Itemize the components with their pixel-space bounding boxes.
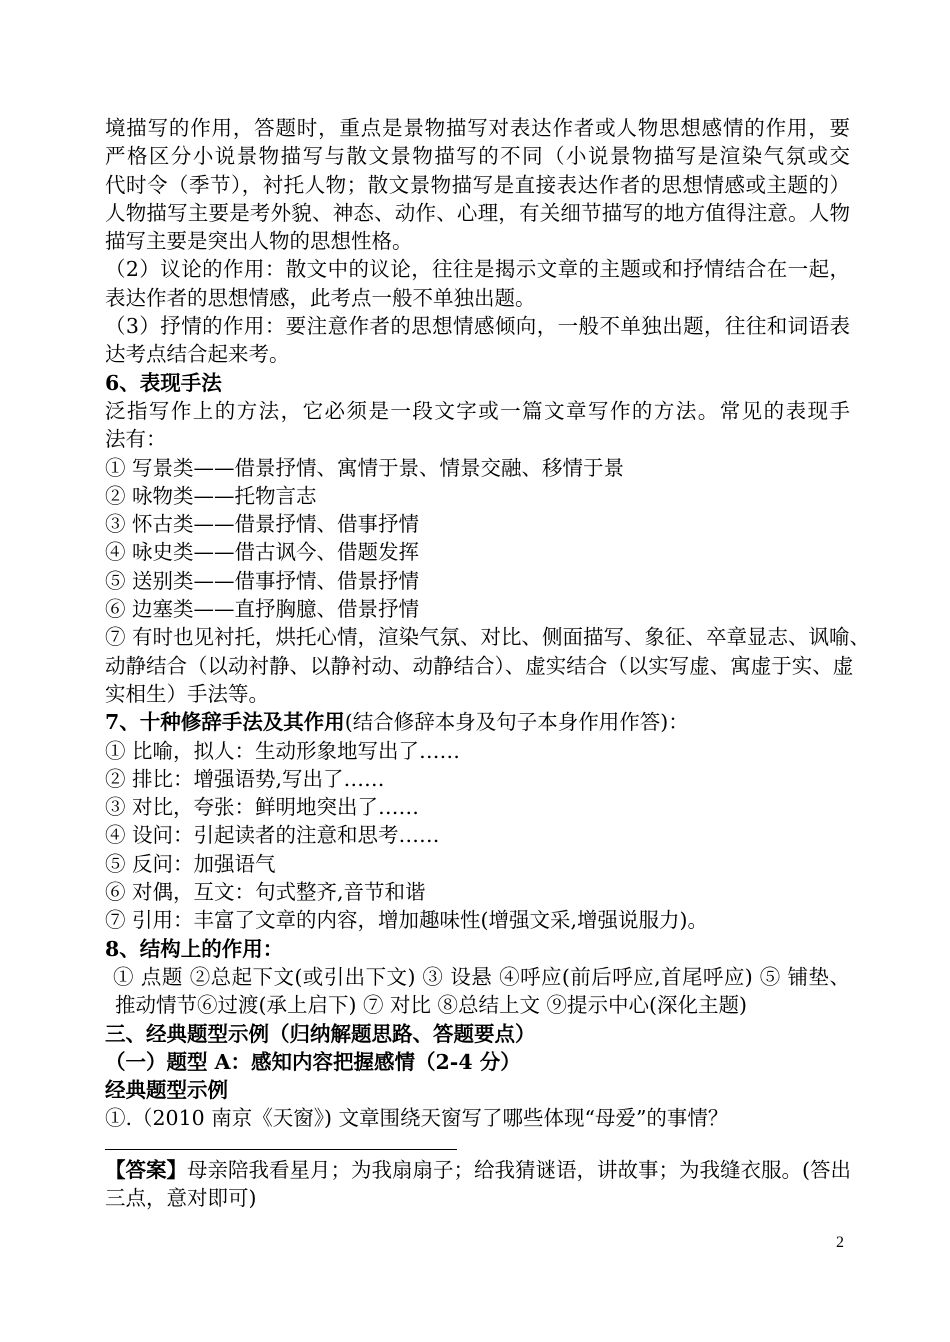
footnote-divider bbox=[105, 1149, 457, 1150]
section-heading-7 bbox=[105, 708, 850, 736]
list-item: ⑥ 边塞类——直抒胸臆、借景抒情 bbox=[105, 597, 420, 622]
section-heading-6: 6、表现手法 bbox=[105, 370, 222, 395]
paragraph-line: 泛指写作上的方法，它必须是一段文字或一篇文章写作的方法。常见的表现手 bbox=[105, 398, 850, 423]
list-item: ⑦ 引用：丰富了文章的内容，增加趣味性(增强文采,增强说服力)。 bbox=[105, 908, 709, 933]
subsection-heading: （一）题型 A：感知内容把握感情（2-4 分） bbox=[105, 1049, 521, 1074]
document-page bbox=[105, 114, 871, 1212]
chapter-heading: 三、经典题型示例（归纳解题思路、答题要点） bbox=[105, 1021, 536, 1046]
list-item: ② 排比：增强语势,写出了…… bbox=[105, 766, 385, 791]
paragraph-line: ① 点题 ②总起下文(或引出下文) ③ 设悬 ④呼应(前后呼应,首尾呼应) ⑤ 铺垫、 bbox=[113, 964, 850, 989]
page-number: 2 bbox=[836, 1234, 844, 1251]
list-item: ① 写景类——借景抒情、寓情于景、情景交融、移情于景 bbox=[105, 455, 625, 480]
paragraph-line: 代时令（季节），衬托人物；散文景物描写是直接表达作者的思想情感或主题的） bbox=[105, 172, 850, 197]
question-line: ①.（2010 南京《天窗》) 文章围绕天窗写了哪些体现“母爱”的事情？ bbox=[105, 1106, 729, 1131]
list-item: ④ 咏史类——借古讽今、借题发挥 bbox=[105, 540, 420, 565]
list-item: ⑥ 对偶，互文：句式整齐,音节和谐 bbox=[105, 880, 426, 905]
paragraph-line: 表达作者的思想情感，此考点一般不单独出题。 bbox=[105, 285, 536, 310]
answer-line: 三点，意对即可) bbox=[105, 1185, 257, 1210]
paragraph-line: 实相生）手法等。 bbox=[105, 681, 269, 706]
list-item: ⑤ 送别类——借事抒情、借景抒情 bbox=[105, 568, 420, 593]
answer-line bbox=[105, 1156, 850, 1184]
list-item: ③ 怀古类——借景抒情、借事抒情 bbox=[105, 512, 420, 537]
paragraph-line: 法有： bbox=[105, 427, 167, 452]
paragraph-line: 描写主要是突出人物的思想性格。 bbox=[105, 229, 413, 254]
section-heading-8: 8、结构上的作用： bbox=[105, 936, 284, 961]
list-item: ⑤ 反问：加强语气 bbox=[105, 851, 276, 876]
list-item: ③ 对比，夸张：鲜明地突出了…… bbox=[105, 795, 420, 820]
list-item: ⑦ 有时也见衬托，烘托心情，渲染气氛、对比、侧面描写、象征、卒章显志、讽喻、 bbox=[105, 625, 871, 650]
paragraph-line: （2）议论的作用：散文中的议论，往往是揭示文章的主题或和抒情结合在一起， bbox=[105, 257, 850, 282]
paragraph-line: （3）抒情的作用：要注意作者的思想情感倾向，一般不单独出题，往往和词语表 bbox=[105, 314, 850, 339]
list-item: ④ 设问：引起读者的注意和思考…… bbox=[105, 823, 440, 848]
paragraph-line: 达考点结合起来考。 bbox=[105, 342, 290, 367]
paragraph-line: 推动情节⑥过渡(承上启下) ⑦ 对比 ⑧总结上文 ⑨提示中心(深化主题) bbox=[115, 993, 748, 1018]
example-heading: 经典题型示例 bbox=[105, 1078, 228, 1103]
answer-text: 母亲陪我看星月；为我扇扇子；给我猜谜语，讲故事；为我缝衣服。(答出 bbox=[187, 1157, 851, 1182]
paragraph-line: 人物描写主要是考外貌、神态、动作、心理，有关细节描写的地方值得注意。人物 bbox=[105, 200, 850, 225]
paragraph-line: 境描写的作用，答题时，重点是景物描写对表达作者或人物思想感情的作用，要 bbox=[105, 116, 850, 140]
list-item: ① 比喻，拟人：生动形象地写出了…… bbox=[105, 738, 461, 763]
paragraph-line: 动静结合（以动衬静、以静衬动、动静结合）、虚实结合（以实写虚、寓虚于实、虚 bbox=[105, 653, 854, 678]
section-heading-7-title: 7、十种修辞手法及其作用 bbox=[105, 710, 345, 735]
list-item: ② 咏物类——托物言志 bbox=[105, 483, 317, 508]
section-heading-7-note: (结合修辞本身及句子本身作用作答)： bbox=[344, 710, 689, 735]
answer-label: 【答案】 bbox=[105, 1157, 187, 1182]
paragraph-line: 严格区分小说景物描写与散文景物描写的不同（小说景物描写是渲染气氛或交 bbox=[105, 144, 850, 169]
